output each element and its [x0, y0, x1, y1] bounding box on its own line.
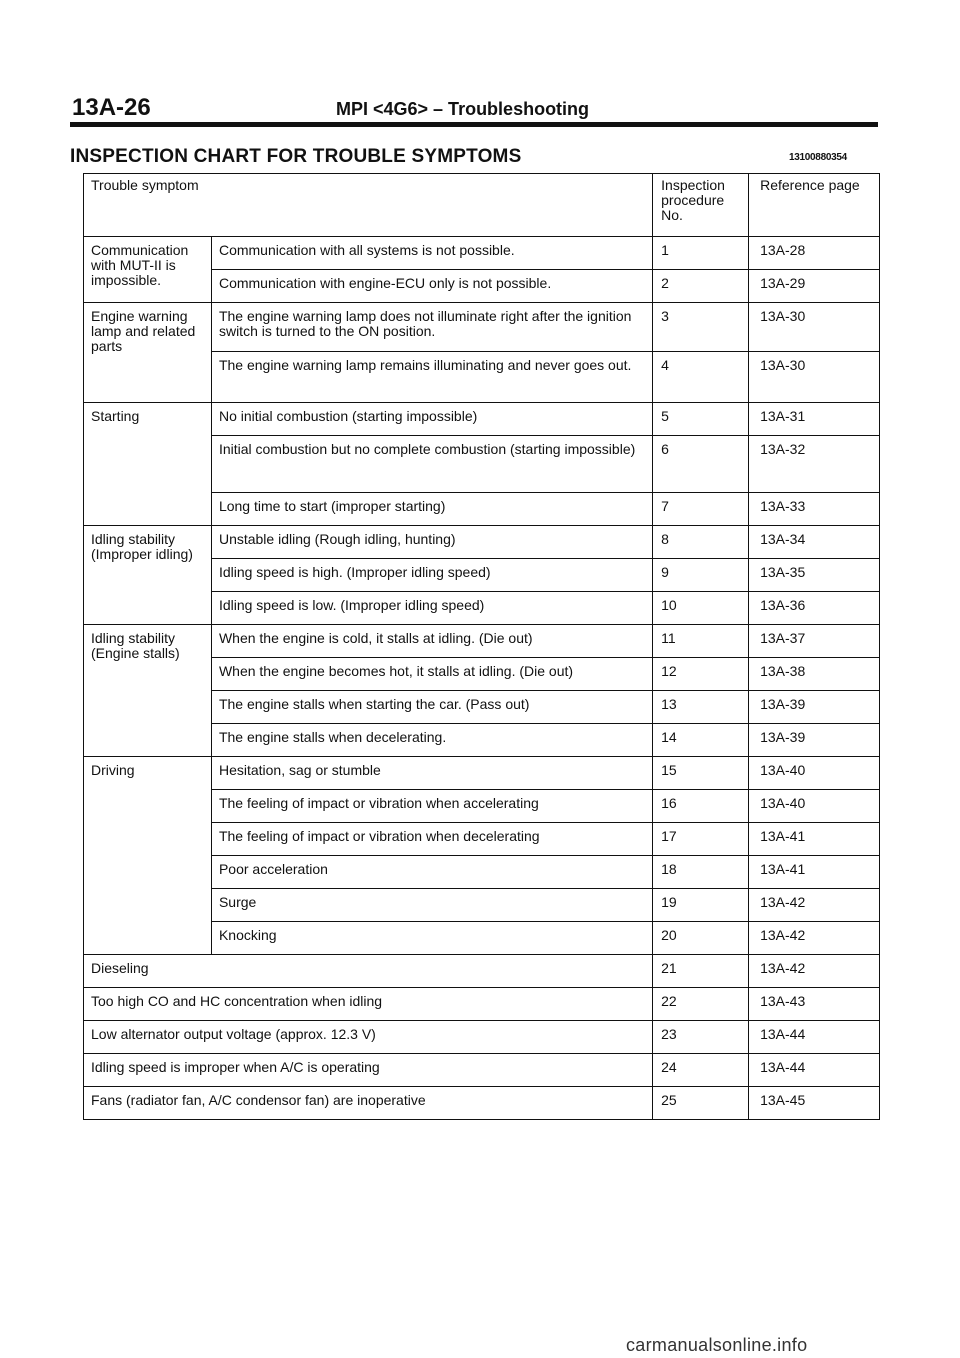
header-rule: [70, 122, 878, 127]
symptom-category: Driving: [84, 757, 212, 955]
trouble-symptom: No initial combustion (starting impossible): [211, 403, 652, 436]
trouble-symptom: The feeling of impact or vibration when accelerating: [211, 790, 652, 823]
trouble-symptom: Hesitation, sag or stumble: [211, 757, 652, 790]
procedure-number: 18: [653, 856, 749, 889]
procedure-number: 7: [653, 493, 749, 526]
inspection-chart-table: [83, 173, 880, 1120]
procedure-number: 22: [653, 988, 749, 1021]
reference-page: 13A-44: [749, 1054, 880, 1087]
symptom-category: Idling stability (Engine stalls): [84, 625, 212, 757]
procedure-number: 15: [653, 757, 749, 790]
procedure-number: 8: [653, 526, 749, 559]
reference-page: 13A-34: [749, 526, 880, 559]
trouble-symptom: Dieseling: [84, 955, 653, 988]
page-number: 13A-26: [72, 94, 151, 121]
table-row: [84, 955, 880, 988]
trouble-symptom: Too high CO and HC concentration when idling: [84, 988, 653, 1021]
trouble-symptom: Idling speed is low. (Improper idling speed): [211, 592, 652, 625]
procedure-number: 20: [653, 922, 749, 955]
procedure-number: 14: [653, 724, 749, 757]
procedure-number: 21: [653, 955, 749, 988]
procedure-number: 10: [653, 592, 749, 625]
trouble-symptom: Surge: [211, 889, 652, 922]
reference-page: 13A-29: [749, 270, 880, 303]
column-header-procedure-line: procedure: [661, 192, 725, 208]
trouble-symptom: Long time to start (improper starting): [211, 493, 652, 526]
procedure-number: 25: [653, 1087, 749, 1120]
reference-page: 13A-39: [749, 724, 880, 757]
trouble-symptom: The engine warning lamp does not illuminate right after the ignition switch is turned to the ON position.: [211, 303, 652, 352]
procedure-number: 3: [653, 303, 749, 352]
reference-page: 13A-44: [749, 1021, 880, 1054]
table-row: [84, 1054, 880, 1087]
symptom-category: Engine warning lamp and related parts: [84, 303, 212, 403]
table-row: [84, 757, 880, 790]
procedure-number: 17: [653, 823, 749, 856]
reference-page: 13A-42: [749, 922, 880, 955]
table-row: [84, 988, 880, 1021]
reference-page: 13A-37: [749, 625, 880, 658]
page-header-title: MPI <4G6> – Troubleshooting: [336, 99, 590, 119]
procedure-number: 5: [653, 403, 749, 436]
trouble-symptom: The engine stalls when starting the car. (Pass out): [211, 691, 652, 724]
table-header-row: [84, 174, 880, 237]
symptom-category: Idling stability (Improper idling): [84, 526, 212, 625]
trouble-symptom: Low alternator output voltage (approx. 12.3 V): [84, 1021, 653, 1054]
column-header-procedure: [653, 174, 749, 237]
trouble-symptom: Fans (radiator fan, A/C condensor fan) are inoperative: [84, 1087, 653, 1120]
symptom-category: Starting: [84, 403, 212, 526]
trouble-symptom: The feeling of impact or vibration when decelerating: [211, 823, 652, 856]
trouble-symptom: Idling speed is high. (Improper idling speed): [211, 559, 652, 592]
reference-page: 13A-40: [749, 757, 880, 790]
reference-page: 13A-28: [749, 237, 880, 270]
table-row: [84, 526, 880, 559]
procedure-number: 4: [653, 352, 749, 403]
trouble-symptom: When the engine is cold, it stalls at idling. (Die out): [211, 625, 652, 658]
table-row: [84, 1021, 880, 1054]
reference-page: 13A-38: [749, 658, 880, 691]
trouble-symptom: The engine stalls when decelerating.: [211, 724, 652, 757]
procedure-number: 11: [653, 625, 749, 658]
trouble-symptom: Knocking: [211, 922, 652, 955]
procedure-number: 19: [653, 889, 749, 922]
reference-page: 13A-32: [749, 436, 880, 493]
trouble-symptom: Initial combustion but no complete combustion (starting impossible): [211, 436, 652, 493]
table-body: [84, 237, 880, 1120]
table-row: [84, 303, 880, 352]
trouble-symptom: Communication with all systems is not possible.: [211, 237, 652, 270]
procedure-number: 1: [653, 237, 749, 270]
trouble-symptom: Communication with engine-ECU only is not possible.: [211, 270, 652, 303]
procedure-number: 2: [653, 270, 749, 303]
reference-page: 13A-31: [749, 403, 880, 436]
table-row: [84, 1087, 880, 1120]
reference-page: 13A-42: [749, 955, 880, 988]
section-title: INSPECTION CHART FOR TROUBLE SYMPTOMS: [70, 146, 522, 167]
reference-page: 13A-36: [749, 592, 880, 625]
reference-page: 13A-30: [749, 303, 880, 352]
procedure-number: 24: [653, 1054, 749, 1087]
reference-page: 13A-41: [749, 823, 880, 856]
reference-page: 13A-30: [749, 352, 880, 403]
document-code: 13100880354: [789, 152, 847, 163]
trouble-symptom: When the engine becomes hot, it stalls at idling. (Die out): [211, 658, 652, 691]
table-row: [84, 403, 880, 436]
procedure-number: 9: [653, 559, 749, 592]
reference-page: 13A-33: [749, 493, 880, 526]
column-header-trouble-symptom: Trouble symptom: [84, 174, 653, 237]
column-header-procedure-line: Inspection: [661, 177, 725, 193]
column-header-reference-page: Reference page: [749, 174, 880, 237]
watermark: carmanualsonline.info: [626, 1335, 808, 1355]
reference-page: 13A-41: [749, 856, 880, 889]
procedure-number: 6: [653, 436, 749, 493]
procedure-number: 12: [653, 658, 749, 691]
trouble-symptom: The engine warning lamp remains illuminating and never goes out.: [211, 352, 652, 403]
trouble-symptom: Idling speed is improper when A/C is operating: [84, 1054, 653, 1087]
reference-page: 13A-45: [749, 1087, 880, 1120]
procedure-number: 16: [653, 790, 749, 823]
reference-page: 13A-42: [749, 889, 880, 922]
column-header-procedure-line: No.: [661, 207, 683, 223]
symptom-category: Communication with MUT-II is impossible.: [84, 237, 212, 303]
trouble-symptom: Unstable idling (Rough idling, hunting): [211, 526, 652, 559]
reference-page: 13A-43: [749, 988, 880, 1021]
procedure-number: 13: [653, 691, 749, 724]
reference-page: 13A-35: [749, 559, 880, 592]
trouble-symptom: Poor acceleration: [211, 856, 652, 889]
reference-page: 13A-39: [749, 691, 880, 724]
reference-page: 13A-40: [749, 790, 880, 823]
procedure-number: 23: [653, 1021, 749, 1054]
table-row: [84, 625, 880, 658]
table-row: [84, 237, 880, 270]
